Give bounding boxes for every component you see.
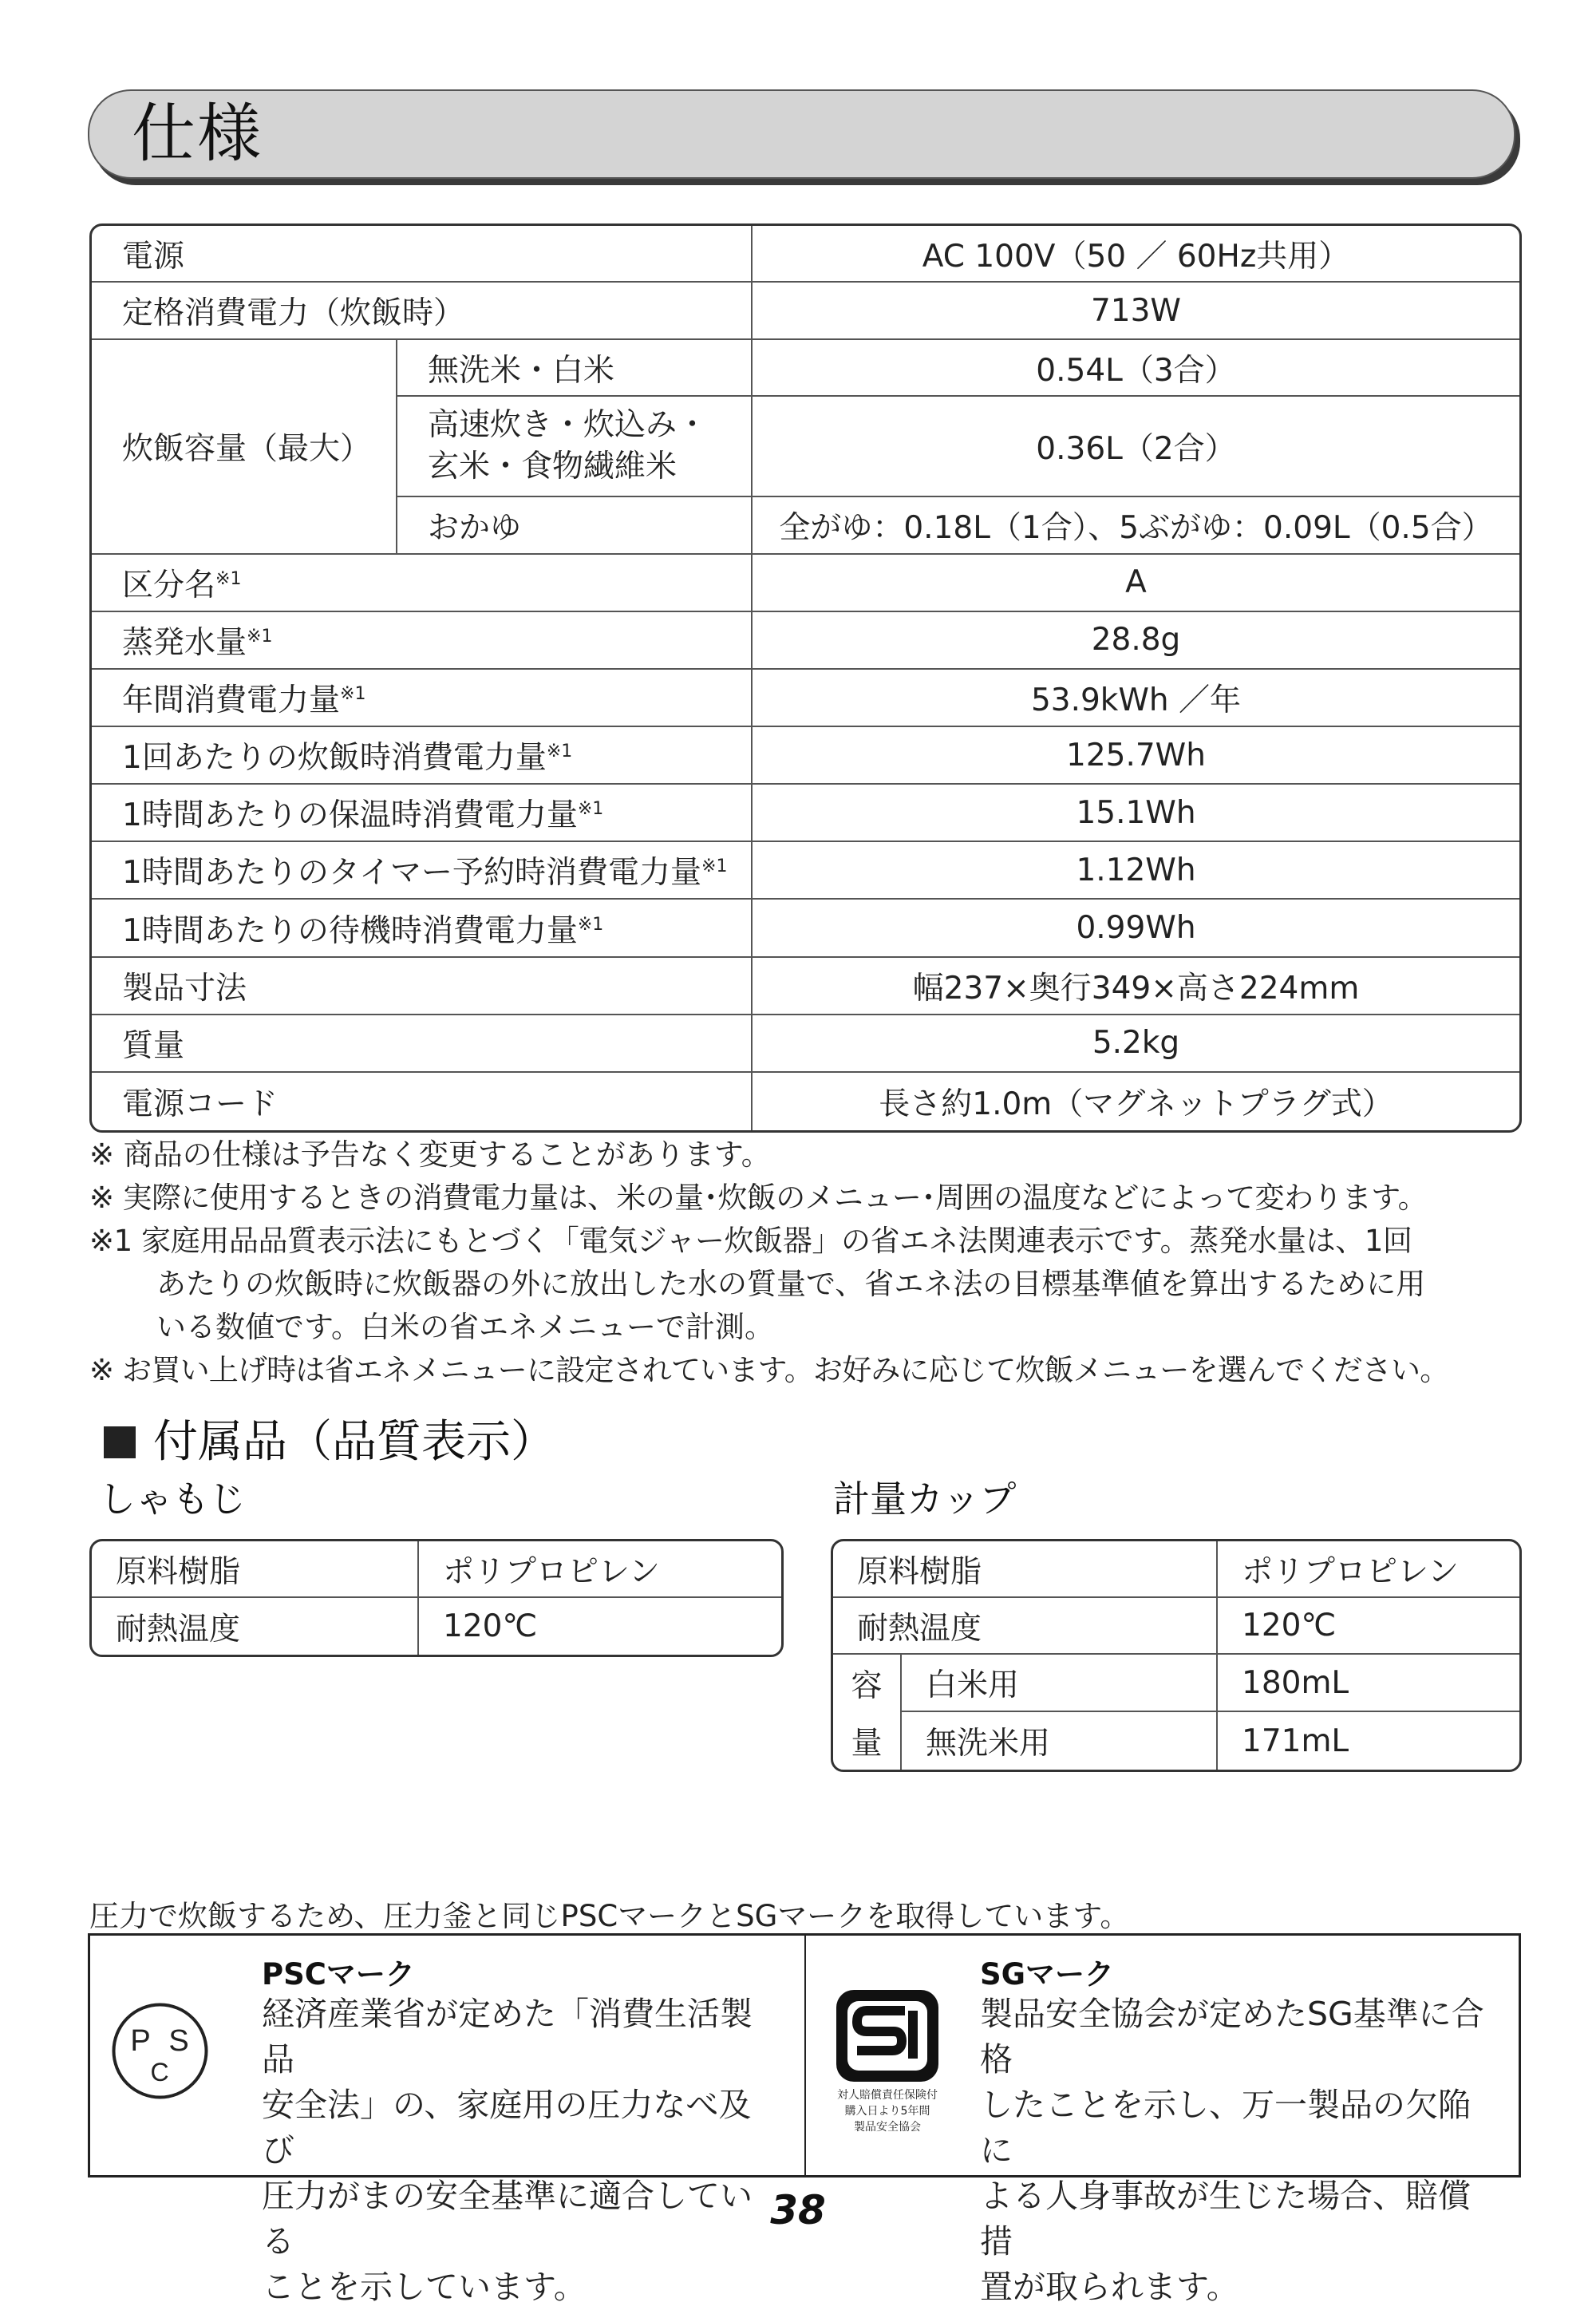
note: ※ 商品の仕様は予告なく変更することがあります。 — [89, 1137, 771, 1172]
spec-value: 幅237×奥行349×高さ224mm — [753, 958, 1519, 1015]
footnote-mark: ※1 — [340, 684, 366, 705]
cup-row — [833, 1598, 1519, 1655]
spec-row — [92, 670, 1519, 727]
footnote-mark: ※1 — [247, 626, 273, 647]
square-bullet-icon — [104, 1426, 136, 1458]
cup-sublabel: 無洗米用 — [902, 1712, 1218, 1770]
cup-row — [833, 1541, 1519, 1598]
shamoji-value: 120℃ — [443, 1608, 538, 1644]
shamoji-row — [92, 1541, 781, 1598]
spec-value: 全がゆ：0.18L（1合）、5ぶがゆ：0.09L（0.5合） — [753, 497, 1519, 555]
spec-label: 電源 — [92, 226, 753, 283]
spec-row — [92, 785, 1519, 842]
spec-label: 蒸発水量$^{※1}$ — [92, 612, 753, 670]
spec-value: 0.99Wh — [753, 900, 1519, 957]
spec-sublabel: おかゆ — [397, 497, 753, 555]
footnote-mark: ※1 — [701, 856, 728, 877]
sg-caption: 購入日より5年間 — [844, 2105, 930, 2118]
spec-value: 0.54L（3合） — [753, 340, 1519, 397]
spec-label: 1回あたりの炊飯時消費電力量$^{※1}$ — [92, 727, 753, 785]
spec-value: 713W — [753, 283, 1519, 340]
spec-row — [92, 958, 1519, 1015]
cup-row — [833, 1712, 1519, 1770]
cup-value: ポリプロピレン — [1218, 1541, 1519, 1598]
spec-sublabel-line1: 高速炊き・炊込み・ — [428, 406, 709, 443]
spec-value: 長さ約1.0m（マグネットプラグ式） — [879, 1086, 1393, 1122]
spec-row — [92, 727, 1519, 785]
spec-value: 1.12Wh — [753, 842, 1519, 900]
psc-description: 経済産業省が定めた「消費生活製品 安全法」の、家庭用の圧力なべ及び 圧力がまの安全基準に適合している ことを示しています。 — [262, 1995, 753, 2306]
title-bar — [88, 89, 1515, 179]
spec-row — [92, 842, 1519, 900]
sg-title: SGマーク — [980, 1957, 1115, 1992]
cup-value: 120℃ — [1218, 1598, 1519, 1655]
spec-row — [92, 900, 1519, 957]
page-title: 仕様 — [132, 97, 263, 171]
spec-row — [92, 283, 1519, 340]
cup-sublabel: 白米用 — [902, 1655, 1218, 1712]
spec-row — [92, 612, 1519, 670]
sg-description: 製品安全協会が定めたSG基準に合格 したことを示し、万一製品の欠陥に よる人身事故が生じた場合、賠償措 置が取られます。 — [980, 1995, 1484, 2306]
footnote-mark: ※1 — [215, 568, 242, 589]
spec-value: 0.36L（2合） — [753, 397, 1519, 496]
spec-label: 電源コード — [92, 1073, 753, 1130]
capacity-label: 量 — [833, 1712, 902, 1770]
footnote-mark: ※1 — [577, 914, 604, 935]
spec-row — [92, 340, 1519, 397]
spec-value: AC 100V（50 ／ 60Hz共用） — [753, 226, 1519, 283]
spec-row — [92, 555, 1519, 612]
note-continued: いる数値です。白米の省エネメニューで計測。 — [156, 1310, 775, 1344]
spec-label: 年間消費電力量$^{※1}$ — [92, 670, 753, 727]
cup-value: 180mL — [1218, 1655, 1519, 1712]
marks-lead-text: 圧力で炊飯するため、圧力釜と同じPSCマークとSGマークを取得しています。 — [89, 1899, 1130, 1933]
spec-label: 炊飯容量（最大） — [92, 340, 397, 554]
cup-value: 171mL — [1242, 1723, 1349, 1759]
spec-row — [92, 226, 1519, 283]
spec-label: 製品寸法 — [92, 958, 753, 1015]
divider — [804, 1936, 806, 2175]
sg-caption: 対人賠償責任保険付 — [837, 2089, 938, 2102]
shamoji-table — [89, 1539, 784, 1657]
shamoji-row — [92, 1598, 781, 1655]
shamoji-label: 耐熱温度 — [92, 1598, 419, 1655]
spec-value: 15.1Wh — [753, 785, 1519, 842]
spec-label: 質量 — [92, 1015, 753, 1073]
spec-sublabel — [397, 397, 753, 496]
psc-logo-s: S — [168, 2024, 189, 2058]
spec-label: 1時間あたりのタイマー予約時消費電力量$^{※1}$ — [92, 842, 753, 900]
psc-logo-c: C — [150, 2058, 169, 2087]
accessories-heading: 付属品（品質表示） — [104, 1414, 555, 1470]
spec-label: 定格消費電力（炊飯時） — [92, 283, 753, 340]
page-number: 38 — [770, 2187, 826, 2233]
spec-value: 53.9kWh ／年 — [753, 670, 1519, 727]
spec-value: 125.7Wh — [753, 727, 1519, 785]
sg-logo-icon — [828, 1985, 948, 2153]
spec-row — [92, 1073, 1519, 1130]
spec-row — [92, 1015, 1519, 1073]
spec-value: A — [753, 555, 1519, 612]
shamoji-title: しゃもじ — [99, 1477, 246, 1521]
note: ※1 家庭用品品質表示法にもとづく「電気ジャー炊飯器」の省エネ法関連表示です。蒸発水量は、1回 — [89, 1224, 1412, 1258]
spec-table — [89, 223, 1522, 1133]
footnote-mark: ※1 — [577, 799, 604, 820]
capacity-label: 容 — [833, 1655, 902, 1712]
measuring-cup-title: 計量カップ — [833, 1477, 1017, 1521]
cup-label: 耐熱温度 — [833, 1598, 1218, 1655]
psc-title: PSCマーク — [262, 1957, 415, 1992]
spec-label: 1時間あたりの保温時消費電力量$^{※1}$ — [92, 785, 753, 842]
spec-value: 28.8g — [753, 612, 1519, 670]
spec-value: 5.2kg — [753, 1015, 1519, 1073]
shamoji-value: ポリプロピレン — [419, 1541, 781, 1598]
footnotes — [89, 1133, 1518, 1392]
shamoji-label: 原料樹脂 — [92, 1541, 419, 1598]
sg-caption: 製品安全協会 — [854, 2121, 921, 2134]
spec-sublabel-line2: 玄米・食物繊維米 — [428, 448, 678, 485]
psc-logo-p: P — [130, 2024, 151, 2058]
note-continued: あたりの炊飯時に炊飯器の外に放出した水の質量で、省エネ法の目標基準値を算出するために用 — [156, 1267, 1426, 1301]
psc-logo-icon — [110, 2001, 210, 2101]
spec-label: 1時間あたりの待機時消費電力量$^{※1}$ — [92, 900, 753, 957]
cup-row — [833, 1655, 1519, 1712]
measuring-cup-table — [831, 1539, 1522, 1772]
spec-sublabel: 無洗米・白米 — [397, 340, 753, 397]
note: ※ お買い上げ時は省エネメニューに設定されています。お好みに応じて炊飯メニューを選んでください。 — [89, 1353, 1449, 1387]
cup-label: 原料樹脂 — [833, 1541, 1218, 1598]
footnote-mark: ※1 — [546, 742, 573, 762]
note: ※ 実際に使用するときの消費電力量は、米の量･炊飯のメニュー･周囲の温度などによって変わります。 — [89, 1181, 1428, 1215]
spec-label: 区分名$^{※1}$ — [92, 555, 753, 612]
